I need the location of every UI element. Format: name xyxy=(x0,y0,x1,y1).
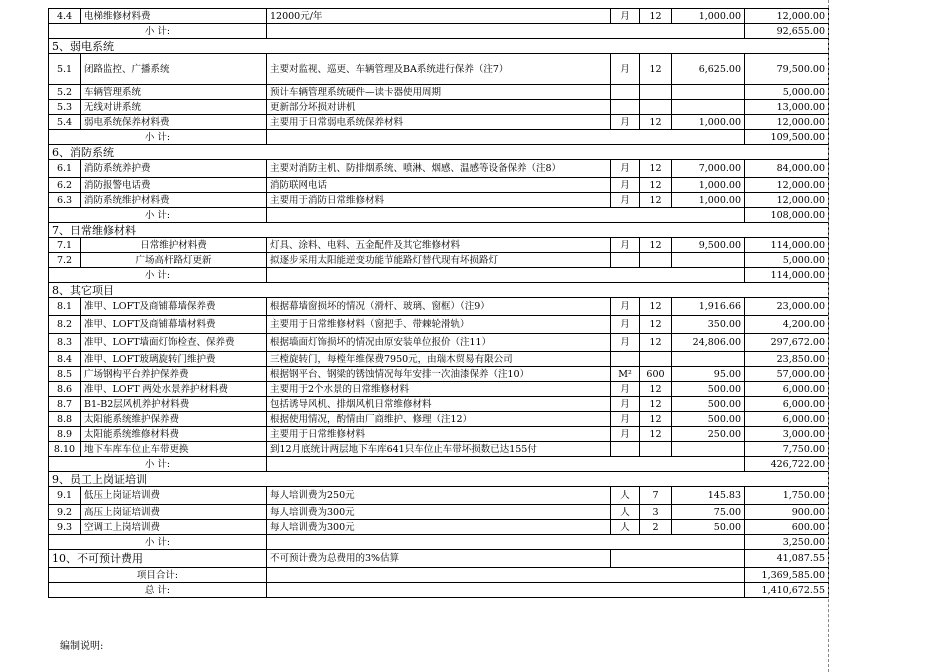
table-row xyxy=(49,100,829,115)
table-row xyxy=(49,442,829,457)
item-total: 57,000.00 xyxy=(745,367,829,382)
item-unit-price: 1,000.00 xyxy=(672,115,745,130)
item-name: 准甲、LOFT 两处水景养护材料费 xyxy=(81,382,267,397)
item-quantity: 3 xyxy=(640,505,672,520)
item-description: 12000元/年 xyxy=(267,9,611,24)
table-row xyxy=(49,367,829,382)
item-unit xyxy=(611,85,640,100)
item-description: 主要用于日常弱电系统保养材料 xyxy=(267,115,611,130)
item-quantity xyxy=(640,442,672,457)
table-row xyxy=(49,316,829,334)
section-title: 8、其它项目 xyxy=(49,283,829,298)
item-number: 5.4 xyxy=(49,115,81,130)
item-total: 3,000.00 xyxy=(745,427,829,442)
item-description: 消防联网电话 xyxy=(267,178,611,193)
item-description: 主要用于日常维修材料（窗把手、带棘轮滑轨） xyxy=(267,316,611,334)
item-total: 4,200.00 xyxy=(745,316,829,334)
item-total: 600.00 xyxy=(745,520,829,535)
subtotal-value: 1,410,672.55 xyxy=(745,583,829,598)
item-name: 车辆管理系统 xyxy=(81,85,267,100)
subtotal-blank xyxy=(267,568,745,583)
item-number: 8.1 xyxy=(49,298,81,316)
blank xyxy=(611,550,745,568)
item-description: 每人培训费为250元 xyxy=(267,487,611,505)
item-unit-price xyxy=(672,253,745,268)
subtotal-value: 3,250.00 xyxy=(745,535,829,550)
item-unit-price xyxy=(672,442,745,457)
subtotal-row xyxy=(49,208,829,223)
item-name: 准甲、LOFT墙面灯饰检查、保养费 xyxy=(81,334,267,352)
item-unit: 月 xyxy=(611,178,640,193)
item-description: 根据钢平台、钢梁的锈蚀情况每年安排一次油漆保养（注10） xyxy=(267,367,611,382)
subtotal-label: 小 计: xyxy=(49,130,267,145)
item-quantity: 12 xyxy=(640,193,672,208)
item-number: 8.10 xyxy=(49,442,81,457)
subtotal-blank xyxy=(267,535,745,550)
item-unit: M² xyxy=(611,367,640,382)
table-row xyxy=(49,85,829,100)
item-total: 12,000.00 xyxy=(745,193,829,208)
item-total: 13,000.00 xyxy=(745,100,829,115)
item-number: 6.1 xyxy=(49,160,81,178)
section-title: 9、员工上岗证培训 xyxy=(49,472,829,487)
item-unit: 月 xyxy=(611,115,640,130)
item-unit-price xyxy=(672,85,745,100)
subtotal-value: 109,500.00 xyxy=(745,130,829,145)
item-description: 不可预计费为总费用的3%估算 xyxy=(267,550,611,568)
subtotal-blank xyxy=(267,24,745,39)
item-name: 消防报警电话费 xyxy=(81,178,267,193)
item-unit: 月 xyxy=(611,9,640,24)
section-title: 5、弱电系统 xyxy=(49,39,829,54)
item-unit xyxy=(611,442,640,457)
item-unit-price: 145.83 xyxy=(672,487,745,505)
item-number: 5.3 xyxy=(49,100,81,115)
item-unit: 人 xyxy=(611,487,640,505)
table-row xyxy=(49,520,829,535)
section-header-row xyxy=(49,145,829,160)
subtotal-row xyxy=(49,130,829,145)
section-header-row xyxy=(49,39,829,54)
item-number: 8.2 xyxy=(49,316,81,334)
item-quantity: 12 xyxy=(640,54,672,85)
item-number: 9.3 xyxy=(49,520,81,535)
item-total: 5,000.00 xyxy=(745,85,829,100)
item-unit: 月 xyxy=(611,54,640,85)
item-number: 6.3 xyxy=(49,193,81,208)
item-description: 到12月底统计两层地下车库641只车位止车带坏损数已达155付 xyxy=(267,442,611,457)
item-quantity: 12 xyxy=(640,298,672,316)
budget-table xyxy=(48,8,829,598)
item-quantity xyxy=(640,352,672,367)
table-row xyxy=(49,427,829,442)
item-unit-price xyxy=(672,100,745,115)
item-name: 高压上岗证培训费 xyxy=(81,505,267,520)
item-description: 灯具、涂料、电料、五金配件及其它维修材料 xyxy=(267,238,611,253)
subtotal-blank xyxy=(267,268,745,283)
item-total: 114,000.00 xyxy=(745,238,829,253)
item-unit-price: 9,500.00 xyxy=(672,238,745,253)
item-name: 消防系统养护费 xyxy=(81,160,267,178)
item-name: 广场钢构平台养护保养费 xyxy=(81,367,267,382)
subtotal-blank xyxy=(267,583,745,598)
table-row xyxy=(49,352,829,367)
unforeseen-cost-row xyxy=(49,550,829,568)
item-number: 6.2 xyxy=(49,178,81,193)
item-unit: 月 xyxy=(611,316,640,334)
item-quantity: 12 xyxy=(640,160,672,178)
subtotal-label: 小 计: xyxy=(49,535,267,550)
item-quantity: 12 xyxy=(640,397,672,412)
subtotal-blank xyxy=(267,457,745,472)
item-name: 地下车库车位止车带更换 xyxy=(81,442,267,457)
item-number: 8.8 xyxy=(49,412,81,427)
item-description: 每人培训费为300元 xyxy=(267,505,611,520)
item-total: 5,000.00 xyxy=(745,253,829,268)
section-header-row xyxy=(49,472,829,487)
table-row xyxy=(49,334,829,352)
item-unit-price: 250.00 xyxy=(672,427,745,442)
item-unit: 月 xyxy=(611,397,640,412)
item-unit-price: 500.00 xyxy=(672,412,745,427)
item-name: 准甲、LOFT玻璃旋转门维护费 xyxy=(81,352,267,367)
item-description: 三樘旋转门，每樘年维保费7950元，由瑞木贸易有限公司 xyxy=(267,352,611,367)
item-quantity xyxy=(640,85,672,100)
item-name: 低压上岗证培训费 xyxy=(81,487,267,505)
subtotal-blank xyxy=(267,208,745,223)
grand-total-row xyxy=(49,583,829,598)
item-name: 空调工上岗培训费 xyxy=(81,520,267,535)
item-total: 23,850.00 xyxy=(745,352,829,367)
item-number: 5.2 xyxy=(49,85,81,100)
item-total: 12,000.00 xyxy=(745,9,829,24)
section-header-row xyxy=(49,283,829,298)
subtotal-row xyxy=(49,24,829,39)
table-row xyxy=(49,193,829,208)
item-total: 6,000.00 xyxy=(745,382,829,397)
table-row xyxy=(49,9,829,24)
item-description: 每人培训费为300元 xyxy=(267,520,611,535)
item-unit: 月 xyxy=(611,427,640,442)
item-total: 79,500.00 xyxy=(745,54,829,85)
item-name: 太阳能系统维护保养费 xyxy=(81,412,267,427)
item-number: 9.1 xyxy=(49,487,81,505)
table-row xyxy=(49,487,829,505)
subtotal-blank xyxy=(267,130,745,145)
item-quantity: 12 xyxy=(640,382,672,397)
item-description: 根据使用情况，酌情由厂商维护、修理（注12） xyxy=(267,412,611,427)
subtotal-value: 108,000.00 xyxy=(745,208,829,223)
item-name: 无线对讲系统 xyxy=(81,100,267,115)
item-total: 6,000.00 xyxy=(745,412,829,427)
item-unit-price: 500.00 xyxy=(672,382,745,397)
item-name: 准甲、LOFT及商铺幕墙保养费 xyxy=(81,298,267,316)
item-description: 主要用于消防日常维修材料 xyxy=(267,193,611,208)
item-number: 7.1 xyxy=(49,238,81,253)
footer-note: 编制说明: xyxy=(60,641,104,652)
item-description: 主要对消防主机、防排烟系统、喷淋、烟感、温感等设备保养（注8） xyxy=(267,160,611,178)
item-unit-price: 6,625.00 xyxy=(672,54,745,85)
item-quantity xyxy=(640,253,672,268)
item-unit: 月 xyxy=(611,298,640,316)
project-total-row xyxy=(49,568,829,583)
item-total: 41,087.55 xyxy=(745,550,829,568)
item-total: 12,000.00 xyxy=(745,178,829,193)
item-quantity xyxy=(640,100,672,115)
item-unit-price xyxy=(672,352,745,367)
item-total: 6,000.00 xyxy=(745,397,829,412)
item-name: 闭路监控、广播系统 xyxy=(81,54,267,85)
item-number: 4.4 xyxy=(49,9,81,24)
item-description: 主要用于日常维修材料 xyxy=(267,427,611,442)
subtotal-row xyxy=(49,457,829,472)
item-total: 23,000.00 xyxy=(745,298,829,316)
table-row xyxy=(49,397,829,412)
table-row xyxy=(49,115,829,130)
item-total: 7,750.00 xyxy=(745,442,829,457)
subtotal-label: 小 计: xyxy=(49,268,267,283)
item-total: 84,000.00 xyxy=(745,160,829,178)
item-number: 8.9 xyxy=(49,427,81,442)
item-unit: 月 xyxy=(611,238,640,253)
item-total: 900.00 xyxy=(745,505,829,520)
subtotal-value: 1,369,585.00 xyxy=(745,568,829,583)
item-quantity: 12 xyxy=(640,316,672,334)
subtotal-label: 总 计: xyxy=(49,583,267,598)
item-name: 弱电系统保养材料费 xyxy=(81,115,267,130)
item-number: 9.2 xyxy=(49,505,81,520)
page-break-line xyxy=(828,0,829,672)
item-unit: 月 xyxy=(611,334,640,352)
item-name: B1-B2层风机养护材料费 xyxy=(81,397,267,412)
subtotal-row xyxy=(49,268,829,283)
item-unit xyxy=(611,253,640,268)
item-unit-price: 1,000.00 xyxy=(672,9,745,24)
item-unit: 月 xyxy=(611,193,640,208)
subtotal-value: 426,722.00 xyxy=(745,457,829,472)
item-unit: 月 xyxy=(611,382,640,397)
table-row xyxy=(49,160,829,178)
item-number: 8.3 xyxy=(49,334,81,352)
item-unit: 人 xyxy=(611,520,640,535)
item-quantity: 12 xyxy=(640,115,672,130)
item-name: 电梯维修材料费 xyxy=(81,9,267,24)
item-unit-price: 75.00 xyxy=(672,505,745,520)
item-number: 7.2 xyxy=(49,253,81,268)
item-number: 8.6 xyxy=(49,382,81,397)
item-unit-price: 50.00 xyxy=(672,520,745,535)
item-name: 消防系统维护材料费 xyxy=(81,193,267,208)
subtotal-row xyxy=(49,535,829,550)
item-description: 更新部分坏损对讲机 xyxy=(267,100,611,115)
section-title: 10、不可预计费用 xyxy=(49,550,267,568)
subtotal-label: 小 计: xyxy=(49,457,267,472)
item-description: 主要对监视、巡更、车辆管理及BA系统进行保养（注7） xyxy=(267,54,611,85)
item-number: 8.4 xyxy=(49,352,81,367)
item-unit-price: 7,000.00 xyxy=(672,160,745,178)
section-header-row xyxy=(49,223,829,238)
item-unit-price: 350.00 xyxy=(672,316,745,334)
subtotal-value: 114,000.00 xyxy=(745,268,829,283)
subtotal-value: 92,655.00 xyxy=(745,24,829,39)
item-unit: 人 xyxy=(611,505,640,520)
section-title: 6、消防系统 xyxy=(49,145,829,160)
item-total: 1,750.00 xyxy=(745,487,829,505)
table-row xyxy=(49,412,829,427)
item-quantity: 600 xyxy=(640,367,672,382)
item-unit xyxy=(611,352,640,367)
item-unit-price: 1,000.00 xyxy=(672,178,745,193)
item-description: 预计车辆管理系统硬件—读卡器使用周期 xyxy=(267,85,611,100)
table-row xyxy=(49,298,829,316)
item-total: 297,672.00 xyxy=(745,334,829,352)
table-row xyxy=(49,253,829,268)
item-description: 根据幕墙窗损坏的情况（滑杆、玻璃、窗框）（注9） xyxy=(267,298,611,316)
item-number: 8.5 xyxy=(49,367,81,382)
item-quantity: 12 xyxy=(640,412,672,427)
budget-table-body xyxy=(49,9,829,598)
section-title: 7、日常维修材料 xyxy=(49,223,829,238)
subtotal-label: 小 计: xyxy=(49,24,267,39)
item-unit-price: 1,000.00 xyxy=(672,193,745,208)
item-unit: 月 xyxy=(611,160,640,178)
item-quantity: 12 xyxy=(640,9,672,24)
item-description: 拟逐步采用太阳能逆变功能节能路灯替代现有坏损路灯 xyxy=(267,253,611,268)
item-description: 根据墙面灯饰损坏的情况由原安装单位报价（注11） xyxy=(267,334,611,352)
item-quantity: 2 xyxy=(640,520,672,535)
table-row xyxy=(49,178,829,193)
item-quantity: 12 xyxy=(640,427,672,442)
item-name: 日常维护材料费 xyxy=(81,238,267,253)
table-row xyxy=(49,505,829,520)
item-quantity: 12 xyxy=(640,178,672,193)
subtotal-label: 项目合计: xyxy=(49,568,267,583)
item-unit xyxy=(611,100,640,115)
item-description: 包括诱导风机、排烟风机日常维修材料 xyxy=(267,397,611,412)
item-number: 5.1 xyxy=(49,54,81,85)
item-quantity: 12 xyxy=(640,238,672,253)
item-unit: 月 xyxy=(611,412,640,427)
item-number: 8.7 xyxy=(49,397,81,412)
table-row xyxy=(49,238,829,253)
item-total: 12,000.00 xyxy=(745,115,829,130)
item-name: 广场高杆路灯更新 xyxy=(81,253,267,268)
table-row xyxy=(49,382,829,397)
table-row xyxy=(49,54,829,85)
item-unit-price: 500.00 xyxy=(672,397,745,412)
item-quantity: 12 xyxy=(640,334,672,352)
item-unit-price: 24,806.00 xyxy=(672,334,745,352)
item-description: 主要用于2个水景的日常维修材料 xyxy=(267,382,611,397)
item-name: 准甲、LOFT及商铺幕墙材料费 xyxy=(81,316,267,334)
item-quantity: 7 xyxy=(640,487,672,505)
item-name: 太阳能系统维修材料费 xyxy=(81,427,267,442)
item-unit-price: 1,916.66 xyxy=(672,298,745,316)
subtotal-label: 小 计: xyxy=(49,208,267,223)
item-unit-price: 95.00 xyxy=(672,367,745,382)
